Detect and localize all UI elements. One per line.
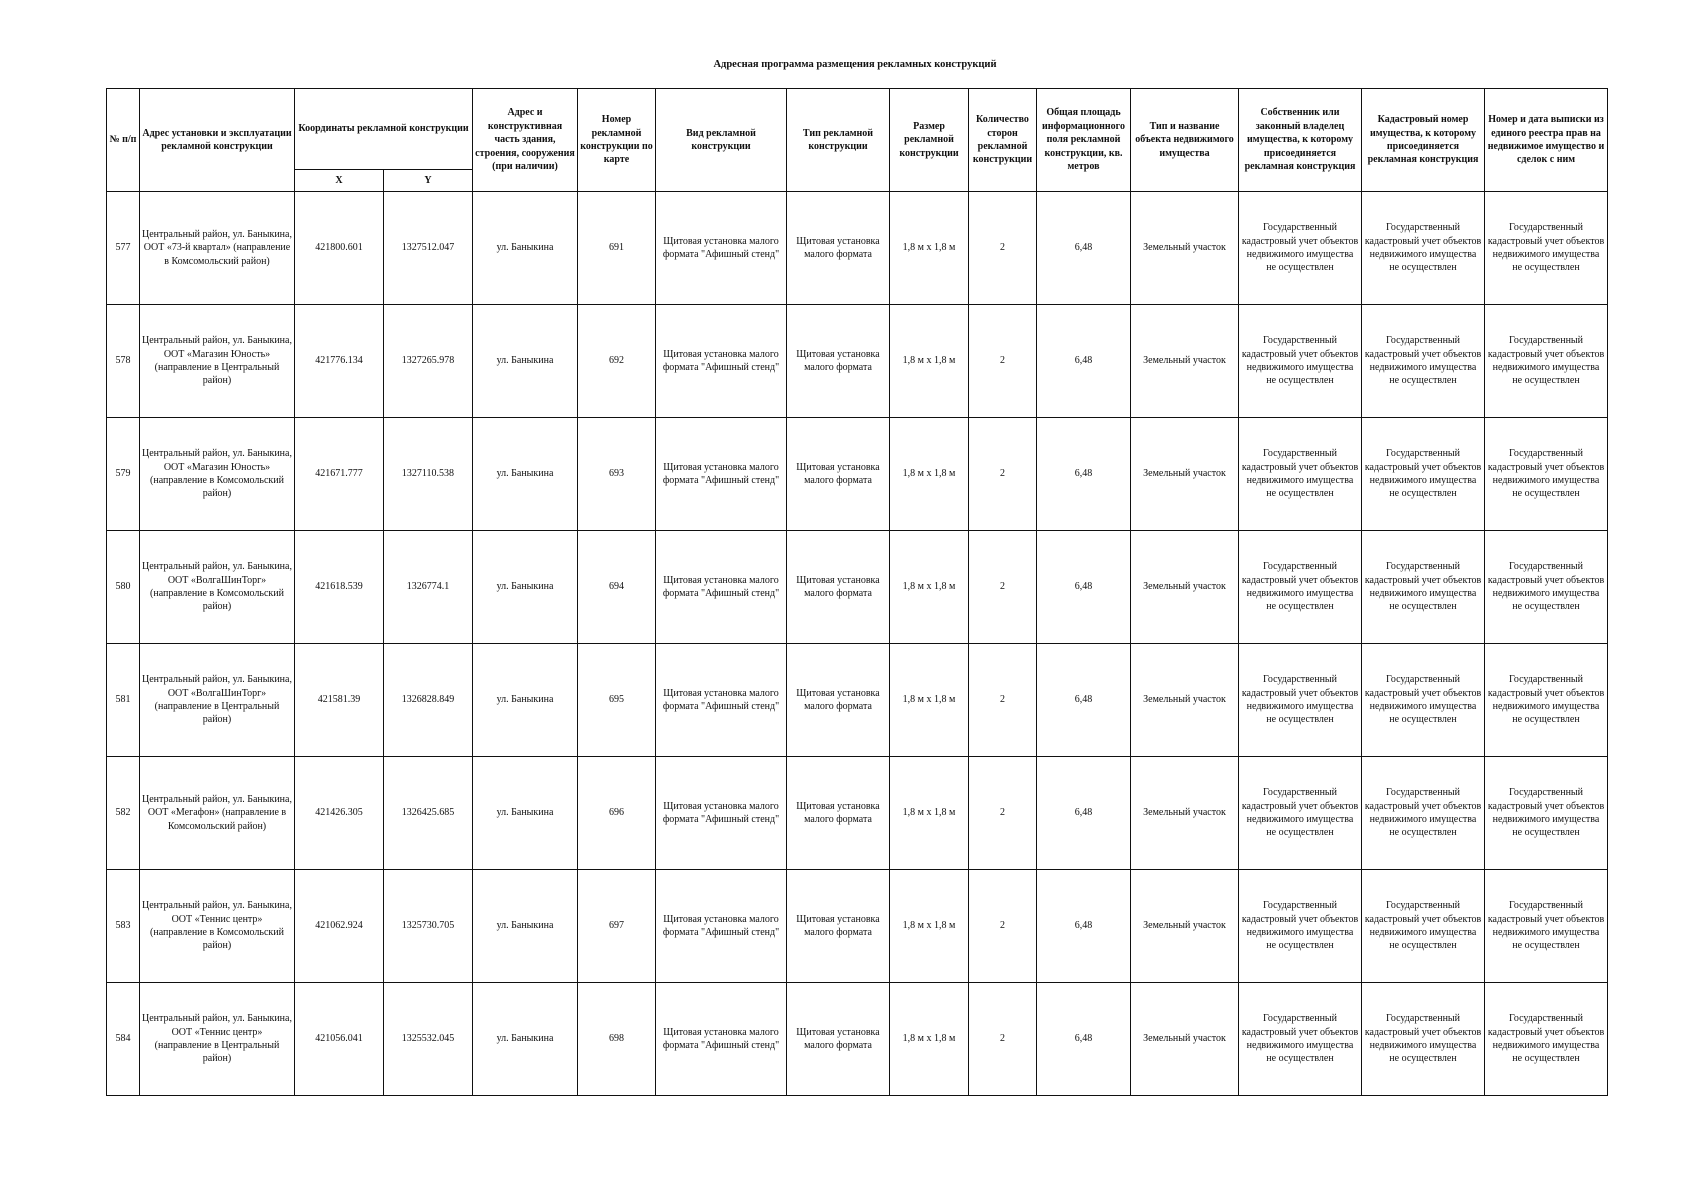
cell-registry: Государственный кадастровый учет объектов недвижимого имущества не осуществлен [1485, 983, 1608, 1096]
cell-size: 1,8 м х 1,8 м [890, 757, 969, 870]
cell-sides: 2 [969, 870, 1037, 983]
cell-size: 1,8 м х 1,8 м [890, 644, 969, 757]
table-row [107, 531, 1608, 644]
cell-x: 421426.305 [295, 757, 384, 870]
cell-x: 421581.39 [295, 644, 384, 757]
cell-num: 581 [107, 644, 140, 757]
cell-building: ул. Баныкина [473, 644, 578, 757]
cell-x: 421776.134 [295, 305, 384, 418]
header-building: Адрес и конструктивная часть здания, строения, сооружения (при наличии) [473, 89, 578, 192]
cell-x: 421671.777 [295, 418, 384, 531]
cell-building: ул. Баныкина [473, 757, 578, 870]
cell-kind: Щитовая установка малого формата "Афишный стенд" [656, 870, 787, 983]
cell-estate: Земельный участок [1131, 757, 1239, 870]
cell-building: ул. Баныкина [473, 983, 578, 1096]
cell-address: Центральный район, ул. Баныкина, ООТ «73-й квартал» (направление в Комсомольский район) [140, 192, 295, 305]
header-address: Адрес установки и эксплуатации рекламной конструкции [140, 89, 295, 192]
cell-kind: Щитовая установка малого формата "Афишный стенд" [656, 192, 787, 305]
cell-area: 6,48 [1037, 531, 1131, 644]
cell-kind: Щитовая установка малого формата "Афишный стенд" [656, 305, 787, 418]
cell-estate: Земельный участок [1131, 418, 1239, 531]
cell-cadastral: Государственный кадастровый учет объектов недвижимого имущества не осуществлен [1362, 644, 1485, 757]
cell-owner: Государственный кадастровый учет объектов недвижимого имущества не осуществлен [1239, 305, 1362, 418]
cell-size: 1,8 м х 1,8 м [890, 418, 969, 531]
cell-type: Щитовая установка малого формата [787, 983, 890, 1096]
header-coords: Координаты рекламной конструкции [295, 89, 473, 170]
cell-x: 421618.539 [295, 531, 384, 644]
cell-map-number: 693 [578, 418, 656, 531]
header-num: № п/п [107, 89, 140, 192]
advertising-structures-table [106, 88, 1608, 1096]
cell-area: 6,48 [1037, 870, 1131, 983]
cell-area: 6,48 [1037, 983, 1131, 1096]
cell-type: Щитовая установка малого формата [787, 644, 890, 757]
cell-map-number: 696 [578, 757, 656, 870]
cell-y: 1325730.705 [384, 870, 473, 983]
cell-num: 580 [107, 531, 140, 644]
cell-sides: 2 [969, 531, 1037, 644]
table-row [107, 870, 1608, 983]
cell-estate: Земельный участок [1131, 644, 1239, 757]
cell-building: ул. Баныкина [473, 531, 578, 644]
header-sides: Количество сторон рекламной конструкции [969, 89, 1037, 192]
cell-x: 421062.924 [295, 870, 384, 983]
cell-cadastral: Государственный кадастровый учет объектов недвижимого имущества не осуществлен [1362, 757, 1485, 870]
cell-area: 6,48 [1037, 757, 1131, 870]
cell-owner: Государственный кадастровый учет объектов недвижимого имущества не осуществлен [1239, 983, 1362, 1096]
cell-type: Щитовая установка малого формата [787, 531, 890, 644]
cell-size: 1,8 м х 1,8 м [890, 531, 969, 644]
cell-sides: 2 [969, 757, 1037, 870]
cell-building: ул. Баныкина [473, 192, 578, 305]
table-row [107, 418, 1608, 531]
cell-cadastral: Государственный кадастровый учет объектов недвижимого имущества не осуществлен [1362, 418, 1485, 531]
cell-y: 1326828.849 [384, 644, 473, 757]
cell-num: 583 [107, 870, 140, 983]
cell-size: 1,8 м х 1,8 м [890, 870, 969, 983]
cell-type: Щитовая установка малого формата [787, 305, 890, 418]
cell-num: 582 [107, 757, 140, 870]
cell-address: Центральный район, ул. Баныкина, ООТ «Теннис центр» (направление в Комсомольский район) [140, 870, 295, 983]
cell-registry: Государственный кадастровый учет объектов недвижимого имущества не осуществлен [1485, 870, 1608, 983]
cell-sides: 2 [969, 983, 1037, 1096]
cell-cadastral: Государственный кадастровый учет объектов недвижимого имущества не осуществлен [1362, 870, 1485, 983]
cell-address: Центральный район, ул. Баныкина, ООТ «Теннис центр» (направление в Центральный район) [140, 983, 295, 1096]
cell-estate: Земельный участок [1131, 305, 1239, 418]
table-row [107, 644, 1608, 757]
cell-y: 1326774.1 [384, 531, 473, 644]
cell-address: Центральный район, ул. Баныкина, ООТ «Магазин Юность» (направление в Центральный район) [140, 305, 295, 418]
cell-kind: Щитовая установка малого формата "Афишный стенд" [656, 983, 787, 1096]
cell-owner: Государственный кадастровый учет объектов недвижимого имущества не осуществлен [1239, 531, 1362, 644]
table-body [107, 192, 1608, 1096]
cell-map-number: 695 [578, 644, 656, 757]
cell-size: 1,8 м х 1,8 м [890, 192, 969, 305]
header-y: Y [384, 170, 473, 192]
cell-building: ул. Баныкина [473, 870, 578, 983]
header-registry: Номер и дата выписки из единого реестра прав на недвижимое имущество и сделок с ним [1485, 89, 1608, 192]
cell-area: 6,48 [1037, 418, 1131, 531]
cell-y: 1327110.538 [384, 418, 473, 531]
cell-cadastral: Государственный кадастровый учет объектов недвижимого имущества не осуществлен [1362, 192, 1485, 305]
cell-sides: 2 [969, 418, 1037, 531]
cell-estate: Земельный участок [1131, 870, 1239, 983]
cell-sides: 2 [969, 192, 1037, 305]
cell-size: 1,8 м х 1,8 м [890, 983, 969, 1096]
cell-kind: Щитовая установка малого формата "Афишный стенд" [656, 531, 787, 644]
cell-num: 578 [107, 305, 140, 418]
cell-sides: 2 [969, 305, 1037, 418]
cell-map-number: 697 [578, 870, 656, 983]
cell-num: 577 [107, 192, 140, 305]
cell-type: Щитовая установка малого формата [787, 757, 890, 870]
cell-registry: Государственный кадастровый учет объектов недвижимого имущества не осуществлен [1485, 305, 1608, 418]
cell-type: Щитовая установка малого формата [787, 870, 890, 983]
header-owner: Собственник или законный владелец имущества, к которому присоединяется рекламная конструкция [1239, 89, 1362, 192]
cell-kind: Щитовая установка малого формата "Афишный стенд" [656, 644, 787, 757]
header-type: Тип рекламной конструкции [787, 89, 890, 192]
cell-registry: Государственный кадастровый учет объектов недвижимого имущества не осуществлен [1485, 531, 1608, 644]
table-row [107, 305, 1608, 418]
cell-map-number: 698 [578, 983, 656, 1096]
cell-kind: Щитовая установка малого формата "Афишный стенд" [656, 418, 787, 531]
cell-size: 1,8 м х 1,8 м [890, 305, 969, 418]
cell-owner: Государственный кадастровый учет объектов недвижимого имущества не осуществлен [1239, 870, 1362, 983]
cell-address: Центральный район, ул. Баныкина, ООТ «ВолгаШинТорг» (направление в Центральный район) [140, 644, 295, 757]
cell-address: Центральный район, ул. Баныкина, ООТ «Магазин Юность» (направление в Комсомольский район) [140, 418, 295, 531]
cell-address: Центральный район, ул. Баныкина, ООТ «ВолгаШинТорг» (направление в Комсомольский район) [140, 531, 295, 644]
cell-num: 579 [107, 418, 140, 531]
cell-y: 1325532.045 [384, 983, 473, 1096]
cell-type: Щитовая установка малого формата [787, 418, 890, 531]
document-title: Адресная программа размещения рекламных конструкций [713, 59, 997, 70]
cell-registry: Государственный кадастровый учет объектов недвижимого имущества не осуществлен [1485, 418, 1608, 531]
cell-estate: Земельный участок [1131, 192, 1239, 305]
cell-owner: Государственный кадастровый учет объектов недвижимого имущества не осуществлен [1239, 418, 1362, 531]
cell-area: 6,48 [1037, 644, 1131, 757]
cell-type: Щитовая установка малого формата [787, 192, 890, 305]
cell-owner: Государственный кадастровый учет объектов недвижимого имущества не осуществлен [1239, 192, 1362, 305]
cell-y: 1327265.978 [384, 305, 473, 418]
cell-y: 1326425.685 [384, 757, 473, 870]
header-map-number: Номер рекламной конструкции по карте [578, 89, 656, 192]
cell-registry: Государственный кадастровый учет объектов недвижимого имущества не осуществлен [1485, 644, 1608, 757]
cell-num: 584 [107, 983, 140, 1096]
cell-address: Центральный район, ул. Баныкина, ООТ «Мегафон» (направление в Комсомольский район) [140, 757, 295, 870]
cell-x: 421800.601 [295, 192, 384, 305]
cell-cadastral: Государственный кадастровый учет объектов недвижимого имущества не осуществлен [1362, 531, 1485, 644]
cell-sides: 2 [969, 644, 1037, 757]
header-estate: Тип и название объекта недвижимого имущества [1131, 89, 1239, 192]
cell-area: 6,48 [1037, 305, 1131, 418]
cell-registry: Государственный кадастровый учет объектов недвижимого имущества не осуществлен [1485, 192, 1608, 305]
cell-y: 1327512.047 [384, 192, 473, 305]
cell-kind: Щитовая установка малого формата "Афишный стенд" [656, 757, 787, 870]
cell-estate: Земельный участок [1131, 983, 1239, 1096]
header-cadastral: Кадастровый номер имущества, к которому присоединяется рекламная конструкция [1362, 89, 1485, 192]
table-row [107, 757, 1608, 870]
cell-registry: Государственный кадастровый учет объектов недвижимого имущества не осуществлен [1485, 757, 1608, 870]
header-x: X [295, 170, 384, 192]
cell-map-number: 692 [578, 305, 656, 418]
cell-building: ул. Баныкина [473, 305, 578, 418]
table-row [107, 983, 1608, 1096]
cell-map-number: 691 [578, 192, 656, 305]
header-row [107, 89, 1608, 170]
header-size: Размер рекламной конструкции [890, 89, 969, 192]
cell-building: ул. Баныкина [473, 418, 578, 531]
header-kind: Вид рекламной конструкции [656, 89, 787, 192]
cell-cadastral: Государственный кадастровый учет объектов недвижимого имущества не осуществлен [1362, 305, 1485, 418]
cell-x: 421056.041 [295, 983, 384, 1096]
table-row [107, 192, 1608, 305]
header-area: Общая площадь информационного поля рекламной конструкции, кв. метров [1037, 89, 1131, 192]
cell-estate: Земельный участок [1131, 531, 1239, 644]
cell-cadastral: Государственный кадастровый учет объектов недвижимого имущества не осуществлен [1362, 983, 1485, 1096]
cell-owner: Государственный кадастровый учет объектов недвижимого имущества не осуществлен [1239, 644, 1362, 757]
cell-map-number: 694 [578, 531, 656, 644]
cell-owner: Государственный кадастровый учет объектов недвижимого имущества не осуществлен [1239, 757, 1362, 870]
cell-area: 6,48 [1037, 192, 1131, 305]
